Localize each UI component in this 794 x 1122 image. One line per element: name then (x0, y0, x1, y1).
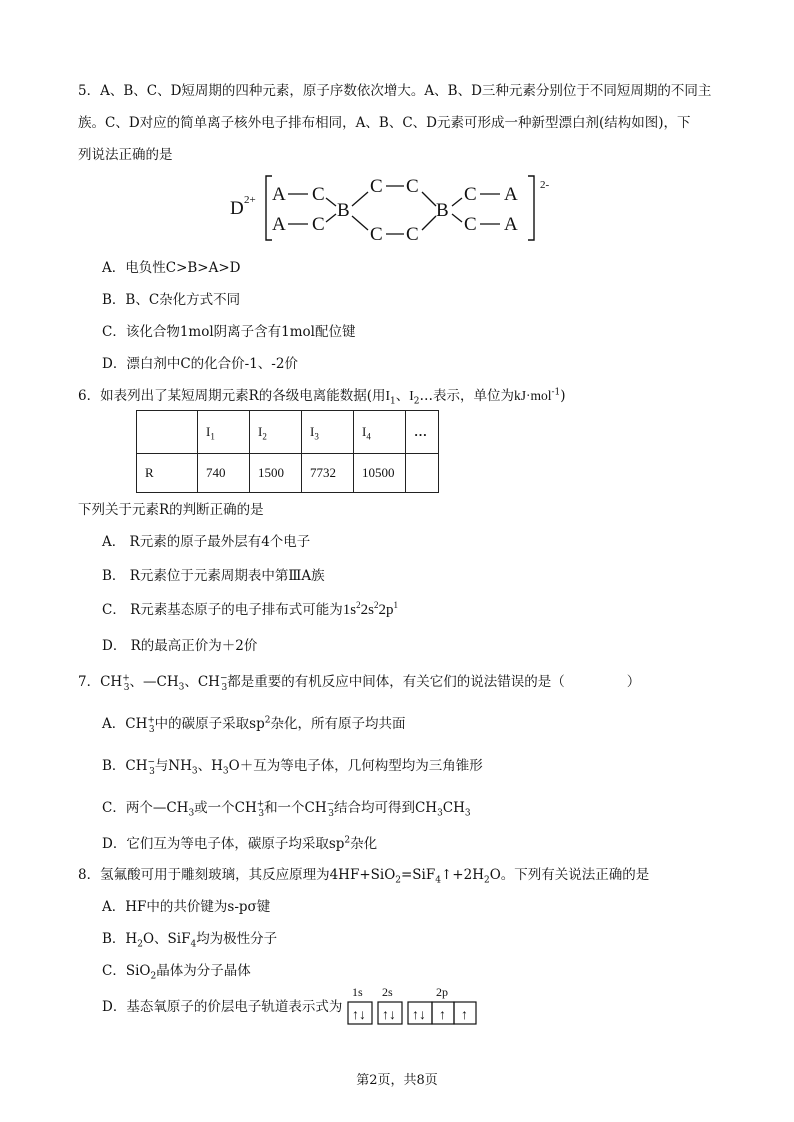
q8-option-a: A．HF中的共价键为s-pσ键 (102, 899, 271, 915)
atom-c-5: C (370, 224, 383, 245)
q7-option-d: D．它们互为等电子体，碳原子均采取$sp^2$杂化 (102, 835, 378, 852)
atom-a-3: A (504, 184, 518, 205)
table-cell: 7732 (302, 454, 354, 493)
ionization-energy-table (136, 410, 439, 493)
q5-stem-line-1: 5．A、B、C、D短周期的四种元素，原子序数依次增大。A、B、D三种元素分别位于不同短周期的不同主 (78, 83, 712, 99)
cation-charge: 2+ (244, 194, 256, 206)
q8-stem: 8．氢氟酸可用于雕刻玻璃，其反应原理为$4HF+SiO_2=SiF_4↑+2H_2O$。下列有关说法正确的是 (78, 867, 650, 886)
q5-option-c: C．该化合物1mol阴离子含有1mol配位键 (102, 324, 356, 340)
table-cell: R (137, 454, 198, 493)
page-footer: 第2页，共8页 (356, 1073, 438, 1088)
atom-a-1: A (272, 184, 286, 205)
atom-c-2: C (312, 214, 325, 235)
atom-b-2: B (436, 200, 449, 221)
atom-c-3: C (370, 176, 383, 197)
orbital-box-2p-1: ↑↓ (412, 1008, 426, 1023)
orbital-label-2s: 2s (382, 986, 393, 999)
q7-option-c: C．两个$—CH_3$或一个$CH^+_3$和一个$CH^-_3$结合均可得到$CH_3CH_3$ (102, 799, 471, 819)
atom-c-4: C (406, 176, 419, 197)
q8-option-b: B．$H_2O$、SiF$_4$均为极性分子 (102, 931, 278, 950)
table-row (137, 454, 439, 493)
q8-option-d: D．基态氧原子的价层电子轨道表示式为 (102, 999, 343, 1015)
atom-c-6: C (406, 224, 419, 245)
table-header-cell: $I_1$ (198, 411, 250, 454)
table-cell: 740 (198, 454, 250, 493)
right-bracket (528, 176, 534, 240)
table-header-cell: … (406, 411, 439, 454)
atom-a-4: A (504, 214, 518, 235)
q6-option-c: C． R元素基态原子的电子排布式可能为$1s^22s^22p^1$ (102, 600, 398, 618)
table-header-row (137, 411, 439, 454)
q8-option-c: C．SiO$_2$晶体为分子晶体 (102, 963, 251, 982)
anion-charge: 2- (540, 179, 550, 191)
oxygen-orbital-diagram (346, 986, 486, 1028)
q5-option-a: A．电负性C>B>A>D (102, 260, 241, 276)
q5-stem-line-3: 列说法正确的是 (78, 147, 173, 163)
q7-option-b: B．$CH^-_3$与$NH_3$、$H_3O+$互为等电子体，几何构型均为三角锥形 (102, 757, 483, 777)
table-header-cell (137, 411, 198, 454)
table-header-cell: $I_4$ (354, 411, 406, 454)
orbital-box-1s: ↑↓ (352, 1008, 366, 1023)
bleach-structure-diagram (228, 170, 568, 248)
q5-option-d: D．漂白剂中C的化合价-1、-2价 (102, 356, 298, 372)
q7-option-a: A．$CH^+_3$中的碳原子采取$sp^2$杂化，所有原子均共面 (102, 715, 406, 735)
orbital-box-2s: ↑↓ (382, 1008, 396, 1023)
q5-stem-line-2: 族。C、D对应的简单离子核外电子排布相同，A、B、C、D元素可形成一种新型漂白剂(结构如图)，下 (78, 115, 691, 131)
atom-c-8: C (464, 214, 477, 235)
cation-symbol: D (230, 198, 244, 219)
orbital-box-2p-3: ↑ (461, 1008, 468, 1023)
orbital-box-2p-2: ↑ (439, 1008, 446, 1023)
q6-lead: 下列关于元素R的判断正确的是 (78, 502, 264, 518)
atom-b-1: B (337, 200, 350, 221)
atom-c-1: C (312, 184, 325, 205)
q6-option-d: D． R的最高正价为＋2价 (102, 638, 258, 654)
atom-a-2: A (272, 214, 286, 235)
atom-c-7: C (464, 184, 477, 205)
table-header-cell: $I_2$ (250, 411, 302, 454)
orbital-label-1s: 1s (352, 986, 363, 999)
q5-option-b: B．B、C杂化方式不同 (102, 292, 241, 308)
table-cell: 10500 (354, 454, 406, 493)
orbital-label-2p: 2p (436, 986, 448, 999)
table-header-cell: $I_3$ (302, 411, 354, 454)
q6-option-b: B． R元素位于元素周期表中第ⅢA族 (102, 568, 325, 584)
table-cell: 1500 (250, 454, 302, 493)
q6-stem: 6．如表列出了某短周期元素R的各级电离能数据(用$I_1$、$I_2\dots$表示，单位为kJ·mol$^{-1}$) (78, 387, 566, 407)
q6-option-a: A． R元素的原子最外层有4个电子 (102, 534, 311, 550)
q7-stem: 7．$CH^+_3$、$—CH_3$、$CH^-_3$都是重要的有机反应中间体，有关它们的说法错误的是（ ） (78, 673, 641, 693)
table-cell (406, 454, 439, 493)
